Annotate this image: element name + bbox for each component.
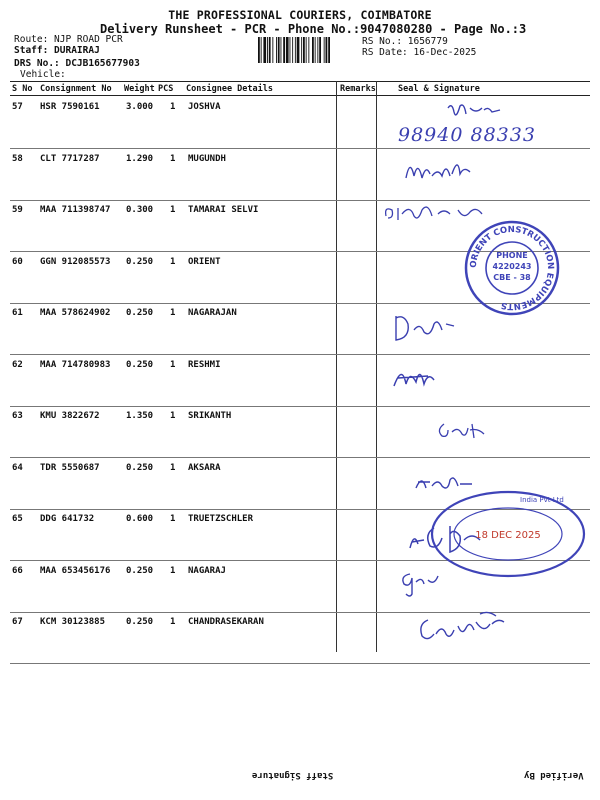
- rs-date-label: RS Date: 16-Dec-2025: [362, 47, 477, 58]
- handwritten-phone: 98940 88333: [398, 124, 536, 146]
- cell-consignment: MAA 578624902: [40, 308, 111, 318]
- cell-sno: 67: [12, 617, 23, 627]
- col-header-pcs: PCS: [158, 84, 174, 94]
- cell-consignment: GGN 912085573: [40, 256, 111, 267]
- header-top-rule: [10, 81, 590, 82]
- cell-weight: 0.250: [126, 359, 154, 370]
- cell-consignee: AKSARA: [188, 462, 221, 473]
- cell-sno: 64: [12, 462, 23, 473]
- cell-consignee: MUGUNDH: [188, 153, 226, 164]
- cell-pcs: 1: [170, 205, 176, 215]
- cell-pcs: 1: [170, 462, 176, 473]
- stamp-center-line3: CBE - 38: [493, 273, 531, 282]
- cell-consignment: KMU 3822672: [40, 411, 100, 421]
- signature-reshmi: [388, 362, 444, 392]
- cell-weight: 1.290: [126, 153, 154, 164]
- cell-sno: 62: [12, 359, 23, 370]
- col-header-remarks: Remarks: [340, 84, 376, 94]
- signature-mugundh: [400, 152, 480, 188]
- cell-weight: 1.350: [126, 411, 154, 421]
- cell-pcs: 1: [170, 565, 176, 576]
- cell-sno: 57: [12, 102, 23, 112]
- cell-consignment: CLT 7717287: [40, 153, 100, 164]
- table-row: [10, 354, 590, 407]
- stamp-center-line1: PHONE: [496, 251, 528, 260]
- cell-consignee: SRIKANTH: [188, 411, 232, 421]
- cell-sno: 65: [12, 514, 23, 524]
- cell-sno: 60: [12, 256, 23, 267]
- signature-nagarajan: [390, 310, 460, 344]
- col-header-sno: S No: [12, 84, 33, 94]
- cell-pcs: 1: [170, 411, 176, 421]
- col-header-weight: Weight: [124, 84, 155, 94]
- cell-consignment: HSR 7590161: [40, 102, 100, 112]
- cell-pcs: 1: [170, 514, 176, 524]
- signature-srikanth: [432, 418, 492, 442]
- stamp-fragment-text: India Pvt Ltd: [520, 496, 564, 504]
- col-header-seal: Seal & Signature: [398, 84, 480, 94]
- stamp-center-line2: 4220243: [492, 262, 532, 271]
- truetzschler-company-stamp: [428, 488, 588, 580]
- orient-company-stamp: [462, 218, 562, 318]
- cell-pcs: 1: [170, 102, 176, 112]
- staff-label: Staff: DURAIRAJ: [14, 45, 100, 56]
- cell-consignee: NAGARAJAN: [188, 308, 237, 318]
- cell-consignee: CHANDRASEKARAN: [188, 617, 264, 627]
- cell-pcs: 1: [170, 153, 176, 164]
- cell-weight: 0.250: [126, 565, 154, 576]
- cell-sno: 59: [12, 205, 23, 215]
- cell-consignee: RESHMI: [188, 359, 221, 370]
- cell-sno: 66: [12, 565, 23, 576]
- cell-consignee: ORIENT: [188, 256, 221, 267]
- cell-weight: 3.000: [126, 102, 154, 112]
- cell-consignee: TRUETZSCHLER: [188, 514, 254, 524]
- table-row: [10, 405, 590, 458]
- cell-consignment: MAA 711398747: [40, 205, 111, 215]
- table-row: [10, 148, 590, 201]
- route-label: Route: NJP ROAD PCR: [14, 34, 123, 45]
- cell-pcs: 1: [170, 256, 176, 267]
- cell-pcs: 1: [170, 308, 176, 318]
- signature-chandrasekaran: [414, 606, 514, 646]
- vehicle-label: Vehicle:: [20, 69, 66, 80]
- cell-weight: 0.250: [126, 256, 154, 267]
- cell-sno: 61: [12, 308, 23, 318]
- cell-consignee: NAGARAJ: [188, 565, 226, 576]
- stamp-ring-text: ORIENT CONSTRUCTION EQUIPMENTS: [468, 224, 556, 312]
- verified-by-label: Verified By: [524, 770, 584, 780]
- cell-weight: 0.250: [126, 617, 154, 627]
- cell-consignee: TAMARAI SELVI: [188, 205, 259, 215]
- stamp-date: 18 DEC 2025: [475, 530, 541, 541]
- cell-consignment: KCM 30123885: [40, 617, 106, 627]
- cell-consignment: MAA 714780983: [40, 359, 111, 370]
- cell-sno: 63: [12, 411, 23, 421]
- barcode: [258, 37, 358, 63]
- cell-consignment: DDG 641732: [40, 514, 95, 524]
- cell-weight: 0.600: [126, 514, 154, 524]
- cell-weight: 0.300: [126, 205, 154, 215]
- col-header-consignee: Consignee Details: [186, 84, 273, 94]
- cell-weight: 0.250: [126, 462, 154, 473]
- drs-label: DRS No.: DCJB165677903: [14, 58, 140, 69]
- cell-consignment: TDR 5550687: [40, 462, 100, 473]
- signature-joshva: [440, 100, 510, 124]
- cell-weight: 0.250: [126, 308, 154, 318]
- runsheet-subtitle: Delivery Runsheet - PCR - Phone No.:9047080280 - Page No.:3: [100, 22, 527, 36]
- cell-consignment: MAA 653456176: [40, 565, 111, 576]
- cell-consignee: JOSHVA: [188, 102, 221, 112]
- rs-no-label: RS No.: 1656779: [362, 36, 448, 47]
- cell-pcs: 1: [170, 617, 176, 627]
- runsheet-title: THE PROFESSIONAL COURIERS, COIMBATORE: [168, 8, 432, 22]
- col-header-consignment: Consignment No: [40, 84, 112, 94]
- staff-signature-label: Staff Signature: [252, 770, 334, 780]
- cell-pcs: 1: [170, 359, 176, 370]
- cell-sno: 58: [12, 153, 23, 164]
